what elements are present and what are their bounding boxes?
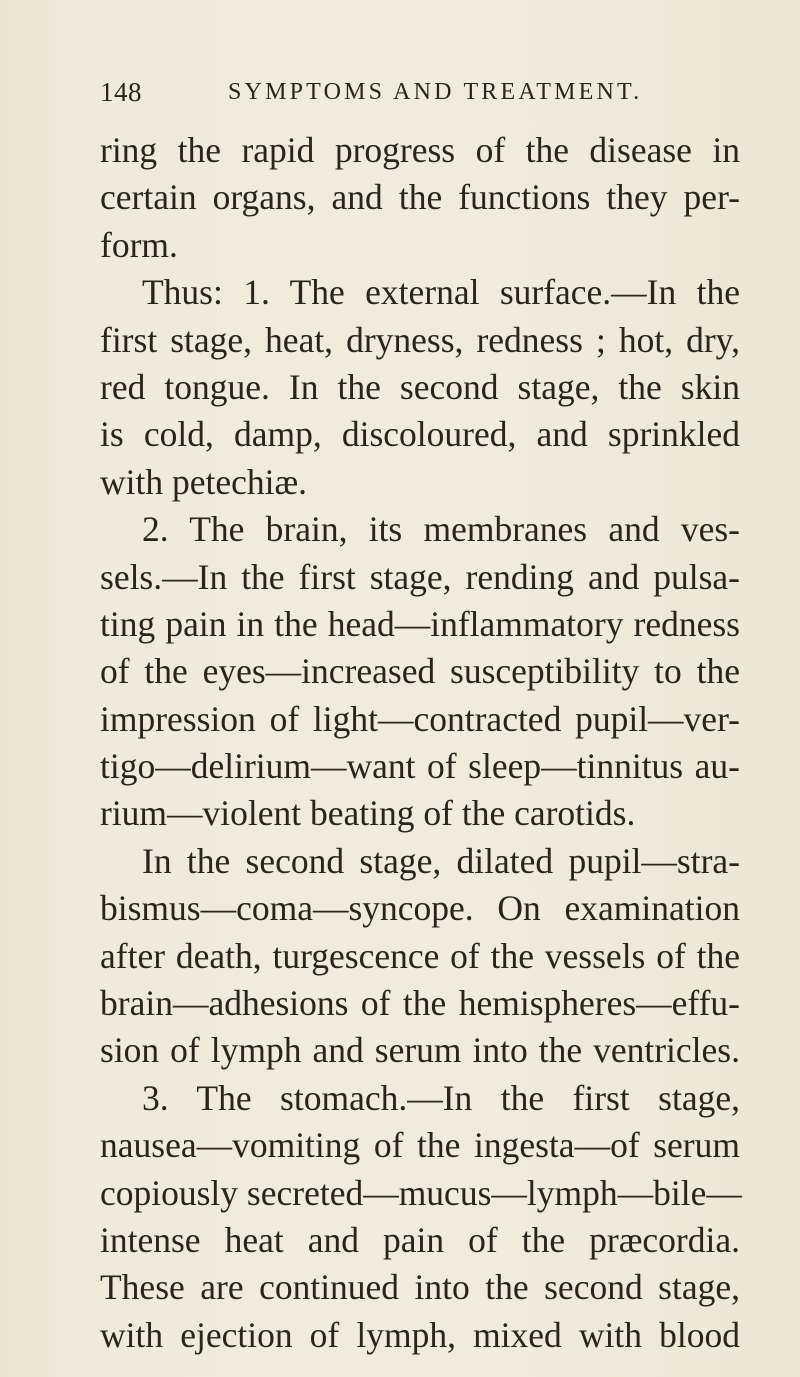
text-line: 3. The stomach.—In the first stage, [142,1077,740,1118]
text-line: intense heat and pain of the præcordia. [100,1219,740,1260]
text-line: These are continued into the second stage, [100,1267,740,1308]
text-line: ring the rapid progress of the disease in [100,130,740,170]
text-line: impression of light—contracted pupil—ver- [100,698,740,739]
text-line: In the second stage, dilated pupil—stra- [142,840,740,881]
text-line: nausea—vomiting of the ingesta—of serum [100,1125,740,1166]
text-line: brain—adhesions of the hemispheres—effu- [100,983,740,1024]
text-line: of the eyes—increased susceptibility to the [100,651,740,692]
page-number: 148 [100,77,142,107]
text-line: sels.—In the first stage, rending and pulsa- [100,556,740,597]
text-line: Thus: 1. The external surface.—In the [142,272,740,313]
text-line: rium—violent beating of the carotids. [100,793,636,834]
text-line: 2. The brain, its membranes and ves- [142,509,740,550]
body-text [100,127,740,1359]
text-line: certain organs, and the functions they per- [100,177,740,218]
text-line: ting pain in the head—inflammatory redness [100,603,740,644]
text-line: tigo—delirium—want of sleep—tinnitus au- [100,746,740,787]
text-line: with petechiæ. [100,461,308,502]
text-line: first stage, heat, dryness, redness ; hot, dry, [100,319,740,360]
text-line: is cold, damp, discoloured, and sprinkled [100,414,740,455]
text-line: with ejection of lymph, mixed with blood [100,1314,740,1355]
text-line: bismus—coma—syncope. On examination [100,888,740,929]
text-line: copiously secreted—mucus—lymph—bile— [100,1172,742,1213]
page-header [100,74,740,110]
running-head: SYMPTOMS AND TREATMENT. [228,79,643,105]
text-line: form. [100,224,178,265]
text-line: sion of lymph and serum into the ventricles. [100,1030,740,1071]
text-line: red tongue. In the second stage, the skin [100,366,740,407]
text-line: after death, turgescence of the vessels of the [100,935,740,976]
